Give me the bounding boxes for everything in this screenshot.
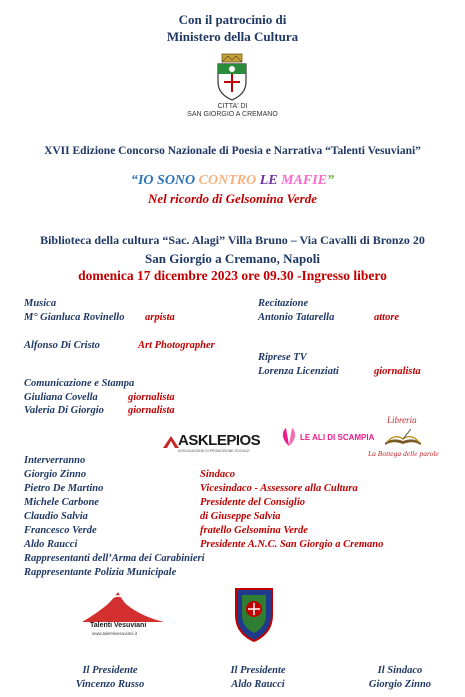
speaker-role: Presidente A.N.C. San Giorgio a Cremano [200,539,384,550]
slogan-subtitle: Nel ricordo di Gelsomina Verde [148,191,317,206]
slogan-word-mafie: MAFIE [281,173,328,188]
date-line: domenica 17 dicembre 2023 ore 09.30 -Ingresso libero [78,268,387,283]
speaker-role: di Giuseppe Salvia [200,511,281,522]
crest-caption-1: CITTA' DI [217,103,248,110]
com2-role: giornalista [128,405,175,416]
comunicazione-label: Comunicazione e Stampa [24,378,135,389]
speaker-role: Vicesindaco - Assessore alla Cultura [200,483,358,494]
signature-title: Il Sindaco [377,665,423,676]
volcano-icon [78,588,168,624]
book-icon [383,427,423,447]
speakers-extra-polizia: Rappresentante Polizia Municipale [24,567,177,578]
recitazione-label: Recitazione [258,298,309,309]
ali-di-scampia-text: LE ALI DI SCAMPIA [300,433,375,442]
city-crest-logo [214,52,250,102]
speaker-name: Giorgio Zinno [24,469,87,480]
riprese-role: giornalista [374,366,421,377]
asklepios-text: ASKLEPIOS [178,432,261,449]
signature-name: Aldo Raucci [231,679,285,690]
asklepios-subtext: ASSOCIAZIONE DI PROMOZIONE SOCIALE [178,449,250,453]
speaker-name: Michele Carbone [24,497,99,508]
speaker-name: Pietro De Martino [24,483,104,494]
photo-name: Alfonso Di Cristo [24,340,100,351]
signature-title: Il Presidente [82,665,138,676]
ali-di-scampia-logo [280,424,375,454]
speakers-extra-carabinieri: Rappresentanti dell’Arma dei Carabinieri [24,553,205,564]
riprese-name: Lorenza Licenziati [258,366,339,377]
speaker-role: Sindaco [200,469,236,480]
crest-caption-2: SAN GIORGIO A CREMANO [187,111,278,118]
slogan [0,173,465,189]
recitazione-role: attore [374,312,400,323]
riprese-label: Riprese TV [258,352,307,363]
talenti-text: Talenti Vesuviani [90,622,147,629]
speaker-name: Francesco Verde [24,525,97,536]
musica-role: arpista [145,312,175,323]
slogan-word-le: LE [259,173,278,188]
speaker-role: fratello Gelsomina Verde [200,525,308,536]
slogan-word-io: IO [137,173,154,188]
slogan-close-quote: ” [327,173,335,188]
libreria-logo [365,415,443,461]
com2-name: Valeria Di Giorgio [24,405,104,416]
speaker-name: Aldo Raucci [24,539,78,550]
ministry-line: Ministero della Cultura [166,29,299,44]
anc-crest-logo [232,585,276,643]
musica-label: Musica [24,298,57,309]
talenti-vesuviani-logo [78,588,168,640]
recitazione-name: Antonio Tatarella [258,312,335,323]
contest-title: XVII Edizione Concorso Nazionale di Poesia e Narrativa “Talenti Vesuviani” [44,145,421,157]
photo-role: Art Photographer [138,340,215,351]
venue-line: Biblioteca della cultura “Sac. Alagi” Villa Bruno – Via Cavalli di Bronzo 20 [40,233,425,247]
signature-title: Il Presidente [230,665,286,676]
city-line: San Giorgio a Cremano, Napoli [145,251,320,266]
libreria-bottom-text: La Bottega delle parole [368,449,439,458]
patronage-line: Con il patrocinio di [178,12,287,27]
slogan-word-contro: CONTRO [198,173,257,188]
speaker-role: Presidente del Consiglio [200,497,305,508]
speaker-name: Claudio Salvia [24,511,88,522]
slogan-open-quote: “ [130,173,138,188]
com1-name: Giuliana Covella [24,392,98,403]
signature-name: Vincenzo Russo [75,679,145,690]
musica-name: M° Gianluca Rovinello [24,312,125,323]
asklepios-logo [162,432,267,456]
signature-name: Giorgio Zinno [368,679,432,690]
speakers-label: Interverranno [24,455,86,466]
com1-role: giornalista [128,392,175,403]
talenti-url: www.talentivesuviani.it [92,631,138,636]
libreria-top-text: Libreria [387,415,417,425]
slogan-word-sono: SONO [157,173,196,188]
